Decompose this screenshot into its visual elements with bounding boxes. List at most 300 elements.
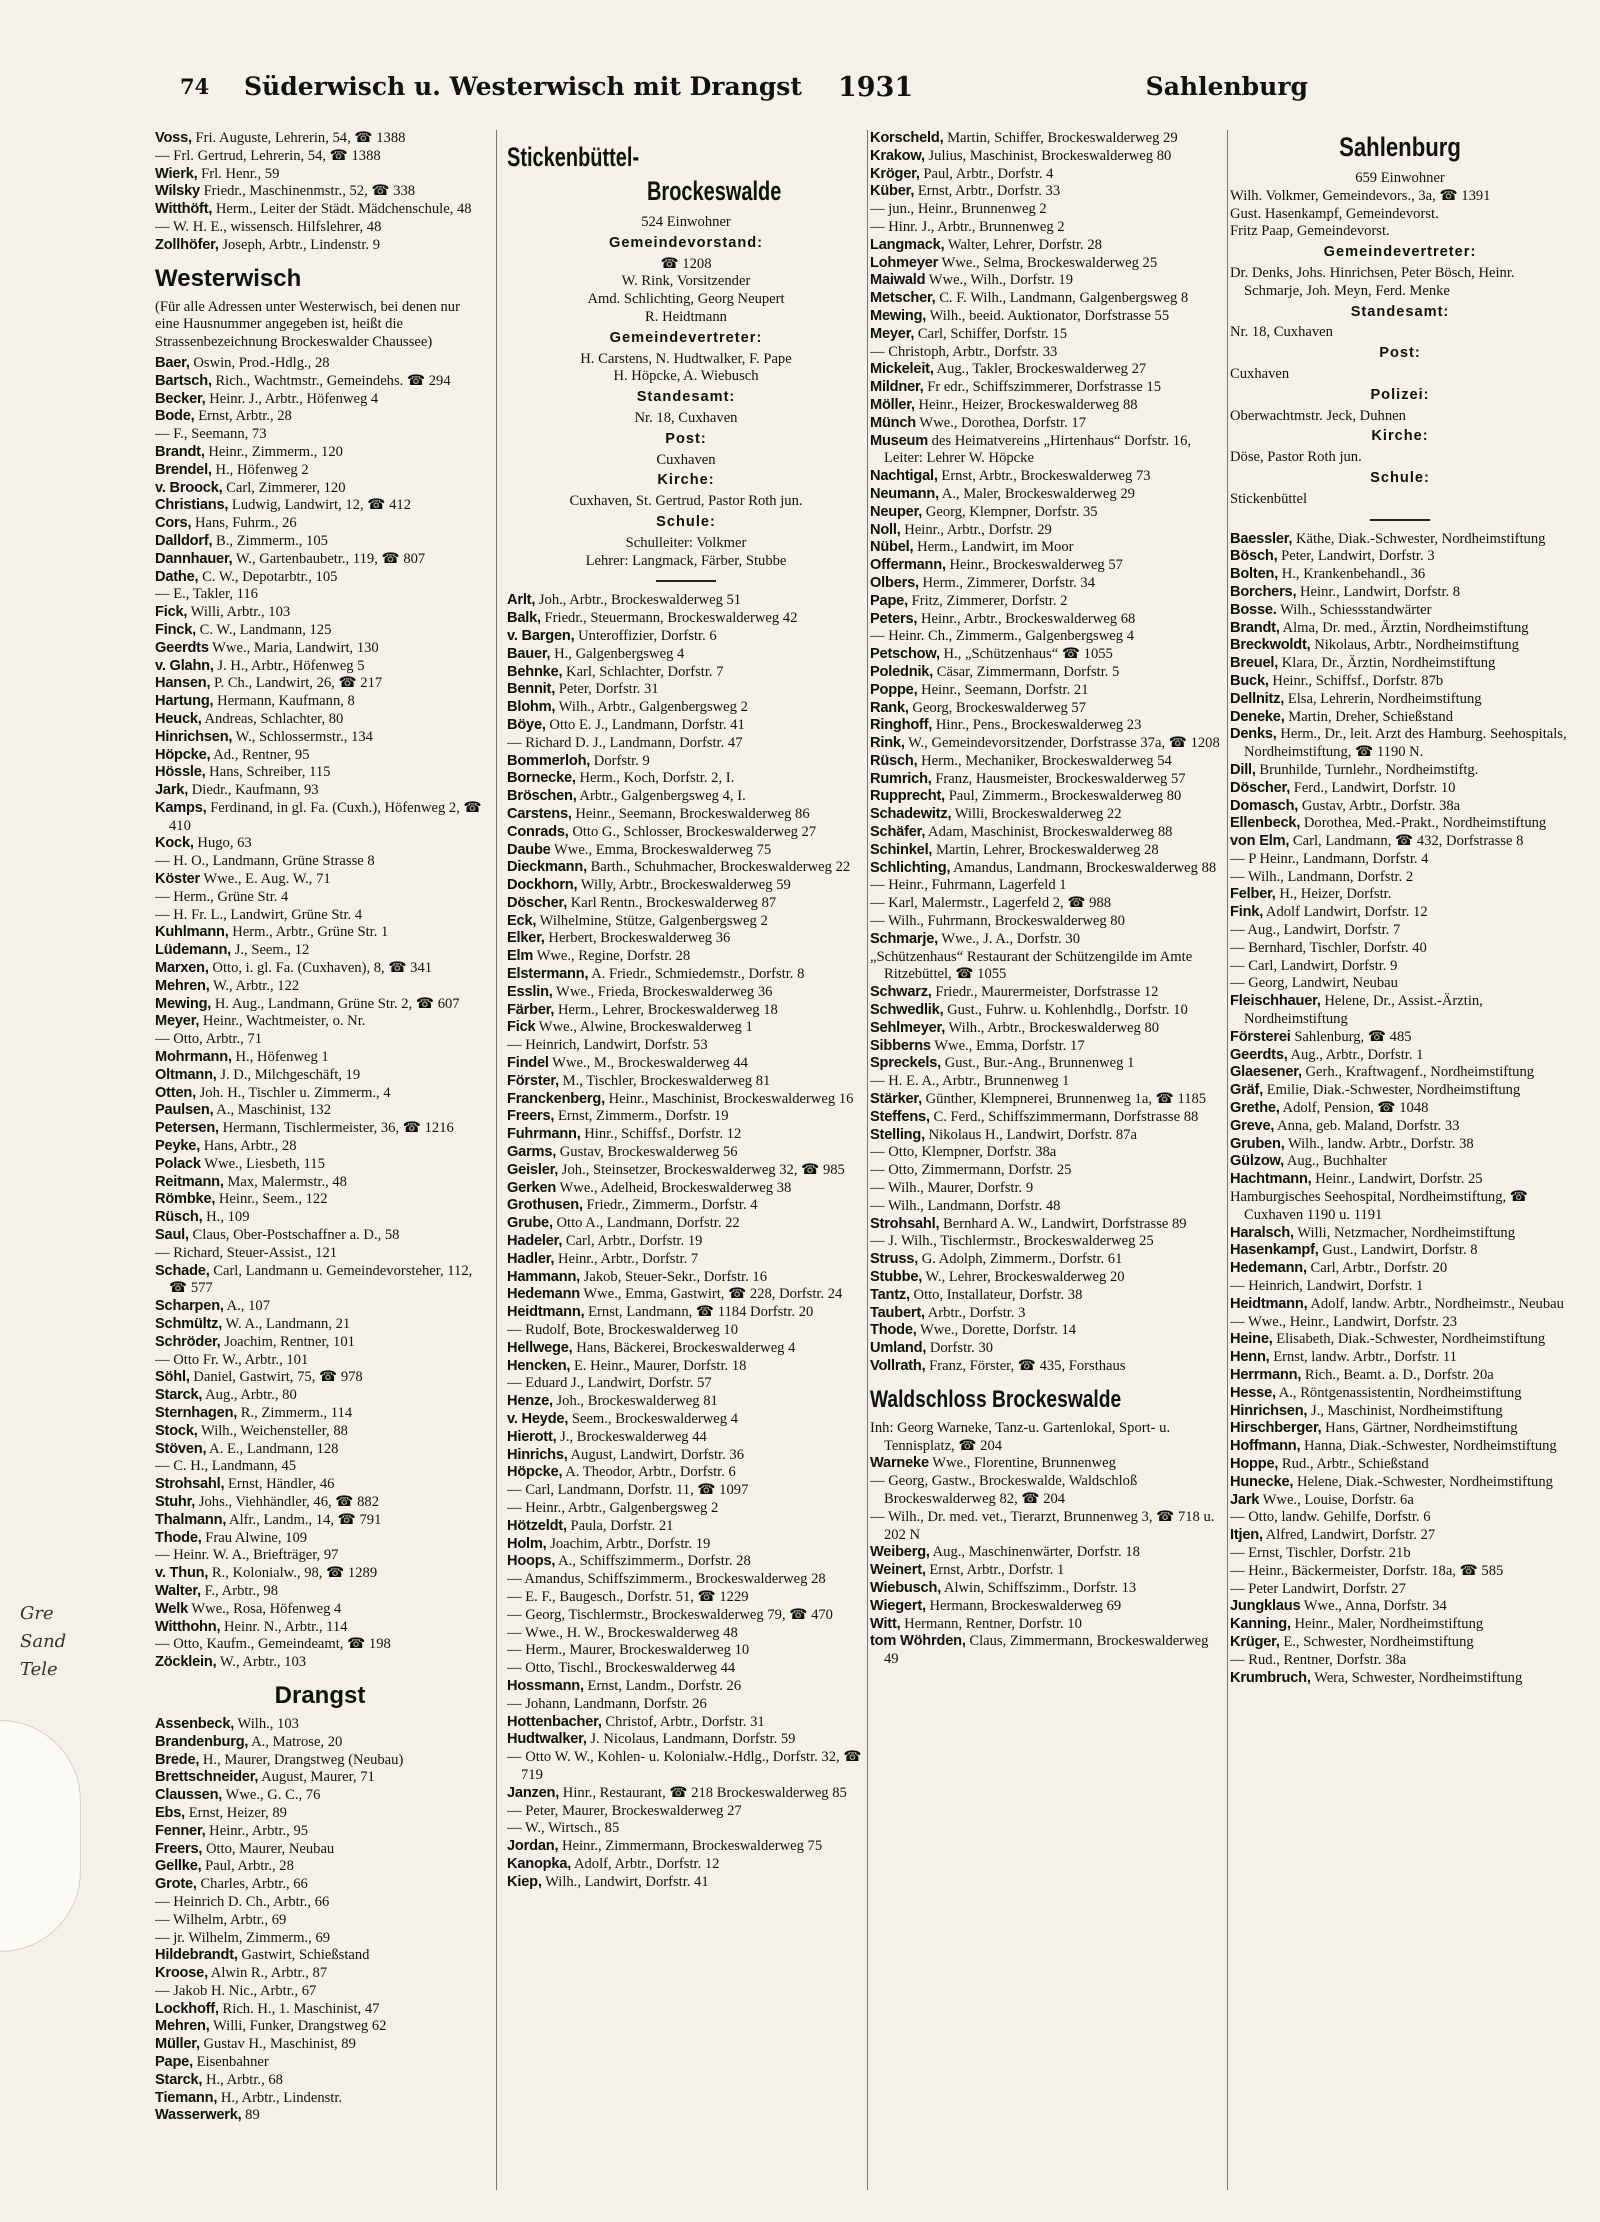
entry-name: Brede, bbox=[155, 1751, 200, 1768]
entry-name: Wasserwerk, bbox=[155, 2107, 242, 2124]
entry-details: Peter, Dorfstr. 31 bbox=[558, 681, 659, 698]
directory-entry bbox=[155, 2072, 485, 2090]
directory-entry bbox=[507, 1429, 865, 1447]
entry-name: Hottenbacher, bbox=[507, 1713, 602, 1730]
entry-details: Wwe., Emma, Brockeswalderweg 75 bbox=[554, 841, 772, 858]
entry-details: Wwe., Wilh., Dorfstr. 19 bbox=[928, 272, 1074, 289]
entry-name: Kröger, bbox=[870, 165, 920, 182]
directory-entry bbox=[155, 1823, 485, 1841]
entry-name: Marxen, bbox=[155, 960, 209, 977]
entry-details: Herm., Dr., leit. Arzt des Hamburg. Seehospitals, Nordheimstiftung, ☎ 1190 N. bbox=[1244, 726, 1567, 761]
column-3 bbox=[870, 130, 1226, 2190]
entry-name: Jordan, bbox=[507, 1838, 559, 1855]
directory-entry bbox=[155, 1263, 485, 1299]
entry-details: C. W., Landmann, 125 bbox=[199, 621, 332, 638]
entry-details: Willi, Arbtr., 103 bbox=[190, 604, 291, 621]
directory-entry bbox=[155, 693, 485, 711]
entry-details: — Wwe., Heinr., Landwirt, Dorfstr. 23 bbox=[1230, 1313, 1458, 1330]
entry-name: Hildebrandt, bbox=[155, 1947, 238, 1964]
entry-name: Döscher, bbox=[507, 894, 568, 911]
entry-name: Daube bbox=[507, 841, 551, 858]
entry-details: Heinr., Maler, Nordheimstiftung bbox=[1294, 1616, 1484, 1633]
directory-entry bbox=[507, 1731, 865, 1749]
entry-details: Ernst, Landmann, ☎ 1184 Dorfstr. 20 bbox=[588, 1304, 814, 1321]
directory-entry bbox=[507, 1055, 865, 1073]
directory-entry bbox=[870, 290, 1226, 308]
directory-entry bbox=[507, 664, 865, 682]
directory-entry bbox=[155, 1067, 485, 1085]
board-line: W. Rink, Vorsitzender bbox=[621, 273, 751, 290]
directory-entry bbox=[870, 628, 1226, 646]
entry-details: Carl, Landmann u. Gemeindevorsteher, 112, ☎ 577 bbox=[169, 1262, 473, 1297]
directory-entry bbox=[507, 1660, 865, 1678]
directory-entry bbox=[155, 1601, 485, 1619]
entry-list bbox=[507, 592, 865, 1891]
entry-name: Bolten, bbox=[1230, 566, 1279, 583]
entry-details: — Carl, Landmann, Dorfstr. 11, ☎ 1097 bbox=[507, 1482, 749, 1499]
entry-details: 89 bbox=[245, 2107, 260, 2124]
directory-entry bbox=[507, 1625, 865, 1643]
entry-name: Pape, bbox=[155, 2054, 193, 2071]
entry-details: — Heinr. Ch., Zimmerm., Galgenbergsweg 4 bbox=[870, 628, 1134, 645]
entry-details: — Jakob H. Nic., Arbtr., 67 bbox=[155, 1982, 317, 1999]
directory-entry bbox=[155, 1547, 485, 1565]
section-title-drangst: Drangst bbox=[274, 1681, 366, 1709]
entry-details: Willi, Brockeswalderweg 22 bbox=[954, 806, 1122, 823]
entry-details: Wilh., Arbtr., Galgenbergsweg 2 bbox=[558, 699, 748, 716]
directory-entry bbox=[507, 824, 865, 842]
entry-details: Martin, Lehrer, Brockeswalderweg 28 bbox=[935, 841, 1159, 858]
directory-entry bbox=[1230, 833, 1570, 851]
entry-name: Rupprecht, bbox=[870, 788, 946, 805]
margin-line: Gre bbox=[20, 1603, 54, 1624]
heading-registry: Standesamt: bbox=[636, 389, 736, 406]
directory-entry bbox=[155, 1716, 485, 1734]
entry-name: Hudtwalker, bbox=[507, 1731, 587, 1748]
entry-details: — Heinr., Fuhrmann, Lagerfeld 1 bbox=[870, 877, 1067, 894]
entry-name: Warneke bbox=[870, 1455, 929, 1472]
directory-entry bbox=[870, 949, 1226, 985]
heading-church: Kirche: bbox=[1371, 428, 1429, 445]
directory-entry bbox=[155, 497, 485, 515]
directory-entry bbox=[870, 557, 1226, 575]
separator bbox=[656, 580, 716, 582]
entry-name: Balk, bbox=[507, 610, 541, 627]
entry-details: Aug., Takler, Brockeswalderweg 27 bbox=[936, 361, 1147, 378]
directory-entry bbox=[155, 1441, 485, 1459]
directory-entry bbox=[507, 1251, 865, 1269]
entry-details: Ernst, Arbtr., Dorfstr. 33 bbox=[917, 183, 1061, 200]
directory-entry bbox=[507, 1340, 865, 1358]
directory-entry bbox=[155, 889, 485, 907]
entry-details: H., Arbtr., Lindenstr. bbox=[220, 2089, 343, 2106]
entry-name: Henn, bbox=[1230, 1349, 1270, 1366]
entry-details: C. W., Depotarbtr., 105 bbox=[202, 568, 338, 585]
entry-details: Wwe., Maria, Landwirt, 130 bbox=[212, 639, 379, 656]
entry-name: Witt, bbox=[870, 1615, 901, 1632]
entry-details: J., Maschinist, Nordheimstiftung bbox=[1310, 1402, 1503, 1419]
directory-entry bbox=[870, 717, 1226, 735]
directory-entry bbox=[1230, 1563, 1570, 1581]
entry-name: Polack bbox=[155, 1155, 201, 1172]
directory-entry bbox=[870, 860, 1226, 878]
entry-details: Martin, Dreher, Schießstand bbox=[1288, 708, 1453, 725]
directory-entry bbox=[870, 1109, 1226, 1127]
entry-details: Max, Malermstr., 48 bbox=[227, 1173, 347, 1190]
directory-entry bbox=[155, 2036, 485, 2054]
directory-entry bbox=[1230, 1349, 1570, 1367]
directory-entry bbox=[507, 628, 865, 646]
entry-details: Claus, Zimmermann, Brockeswalderweg 49 bbox=[884, 1633, 1209, 1668]
post-text: Cuxhaven bbox=[1230, 365, 1290, 382]
entry-details: Ferd., Landwirt, Dorfstr. 10 bbox=[1293, 779, 1456, 796]
entry-name: Schäfer, bbox=[870, 824, 926, 841]
entry-details: Wwe., G. C., 76 bbox=[225, 1787, 321, 1804]
entry-details: — Rud., Rentner, Dorfstr. 38a bbox=[1230, 1651, 1407, 1668]
entry-details: Willi, Funker, Drangstweg 62 bbox=[212, 2018, 387, 2035]
entry-details: Aug., Buchhalter bbox=[1286, 1153, 1387, 1170]
directory-entry bbox=[1230, 1278, 1570, 1296]
directory-entry bbox=[1230, 1367, 1570, 1385]
directory-entry bbox=[507, 1375, 865, 1393]
entry-details: H., Galgenbergsweg 4 bbox=[554, 645, 685, 662]
directory-entry bbox=[1230, 691, 1570, 709]
directory-entry bbox=[507, 913, 865, 931]
entry-name: Hasenkampf, bbox=[1230, 1242, 1319, 1259]
directory-entry bbox=[870, 1091, 1226, 1109]
entry-details: J. H., Arbtr., Höfenweg 5 bbox=[217, 657, 365, 674]
entry-details: — Christoph, Arbtr., Dorfstr. 33 bbox=[870, 343, 1058, 360]
directory-entry bbox=[870, 272, 1226, 290]
entry-details: Anna, geb. Maland, Dorfstr. 33 bbox=[1277, 1117, 1460, 1134]
entry-details: Rud., Arbtr., Schießstand bbox=[1281, 1455, 1429, 1472]
directory-entry bbox=[155, 1120, 485, 1138]
entry-details: Wilhelmine, Stütze, Galgenbergsweg 2 bbox=[539, 912, 768, 929]
board-line: Amd. Schlichting, Georg Neupert bbox=[587, 291, 785, 308]
entry-details: Wwe., Anna, Dorfstr. 34 bbox=[1303, 1598, 1447, 1615]
directory-entry bbox=[155, 2090, 485, 2108]
entry-name: Rüsch, bbox=[155, 1209, 203, 1226]
directory-entry bbox=[155, 729, 485, 747]
entry-name: Hötzeldt, bbox=[507, 1517, 567, 1534]
directory-entry bbox=[1230, 1100, 1570, 1118]
entry-details: — Otto, Tischl., Brockeswalderweg 44 bbox=[507, 1660, 736, 1677]
entry-details: — Heinrich, Landwirt, Dorfstr. 53 bbox=[507, 1037, 708, 1054]
directory-entry bbox=[155, 1654, 485, 1672]
entry-details: — Peter Landwirt, Dorfstr. 27 bbox=[1230, 1580, 1406, 1597]
directory-entry bbox=[155, 1227, 485, 1245]
entry-details: H., Arbtr., 68 bbox=[205, 2071, 283, 2088]
entry-details: Adolf, landw. Arbtr., Nordheimstr., Neubau bbox=[1310, 1295, 1564, 1312]
directory-entry bbox=[1230, 1545, 1570, 1563]
directory-entry bbox=[155, 924, 485, 942]
entry-details: — Karl, Malermstr., Lagerfeld 2, ☎ 988 bbox=[870, 895, 1112, 912]
entry-details: Johs., Viehhändler, 46, ☎ 882 bbox=[198, 1493, 380, 1510]
entry-details: Adolf, Pension, ☎ 1048 bbox=[1282, 1100, 1429, 1117]
entry-details: Dorfstr. 9 bbox=[593, 752, 650, 769]
entry-details: J., Seem., 12 bbox=[234, 942, 310, 959]
entry-name: Krakow, bbox=[870, 147, 925, 164]
entry-details: Franz, Förster, ☎ 435, Forsthaus bbox=[929, 1357, 1126, 1374]
entry-name: Felber, bbox=[1230, 886, 1276, 903]
entry-name: v. Broock, bbox=[155, 479, 223, 496]
directory-entry bbox=[870, 1127, 1226, 1145]
entry-details: Amandus, Landmann, Brockeswalderweg 88 bbox=[953, 859, 1217, 876]
directory-entry bbox=[507, 1678, 865, 1696]
entry-name: Färber, bbox=[507, 1001, 555, 1018]
directory-entry bbox=[155, 747, 485, 765]
directory-entry bbox=[155, 942, 485, 960]
directory-entry bbox=[507, 1322, 865, 1340]
entry-details: — Georg, Landwirt, Neubau bbox=[1230, 975, 1398, 992]
entry-details: Joachim, Rentner, 101 bbox=[224, 1333, 355, 1350]
entry-details: — Georg, Tischlermstr., Brockeswalderweg 79, ☎ 470 bbox=[507, 1606, 833, 1623]
directory-entry bbox=[870, 1002, 1226, 1020]
directory-entry bbox=[155, 1805, 485, 1823]
entry-name: Henze, bbox=[507, 1393, 553, 1410]
entry-details: Herbert, Brockeswalderweg 36 bbox=[548, 930, 731, 947]
entry-details: — Herm., Grüne Str. 4 bbox=[155, 888, 289, 905]
entry-name: Jungklaus bbox=[1230, 1598, 1301, 1615]
entry-name: Mewing, bbox=[155, 995, 212, 1012]
directory-entry bbox=[1230, 1189, 1570, 1225]
entry-details: Rich., Wachtmstr., Gemeindehs. ☎ 294 bbox=[215, 372, 451, 389]
entry-name: Becker, bbox=[155, 390, 206, 407]
entry-name: Schwedlik, bbox=[870, 1002, 944, 1019]
entry-name: Wiebusch, bbox=[870, 1579, 942, 1596]
entry-name: Hössle, bbox=[155, 764, 206, 781]
entry-name: Hansen, bbox=[155, 675, 211, 692]
entry-name: Brandt, bbox=[155, 443, 205, 460]
entry-details: Hugo, 63 bbox=[197, 835, 252, 852]
directory-entry bbox=[507, 1197, 865, 1215]
directory-entry bbox=[507, 1518, 865, 1536]
directory-entry bbox=[155, 1752, 485, 1770]
directory-entry bbox=[870, 1509, 1226, 1545]
directory-entry bbox=[155, 658, 485, 676]
entry-details: A., Maler, Brockeswalderweg 29 bbox=[941, 485, 1135, 502]
column-2 bbox=[507, 130, 865, 2190]
entry-name: Kanopka, bbox=[507, 1855, 572, 1872]
directory-entry bbox=[155, 219, 485, 237]
directory-entry bbox=[1230, 1403, 1570, 1421]
entry-name: Mehren, bbox=[155, 2018, 210, 2035]
directory-entry bbox=[1230, 1616, 1570, 1634]
directory-entry bbox=[155, 1734, 485, 1752]
directory-entry bbox=[507, 1108, 865, 1126]
entry-details: Alfred, Landwirt, Dorfstr. 27 bbox=[1265, 1527, 1436, 1544]
entry-name: Hachtmann, bbox=[1230, 1171, 1312, 1188]
entry-details: Otto G., Schlosser, Brockeswalderweg 27 bbox=[572, 823, 817, 840]
entry-details: Julius, Maschinist, Brockeswalderweg 80 bbox=[928, 147, 1172, 164]
entry-name: Hellwege, bbox=[507, 1339, 573, 1356]
directory-entry bbox=[870, 379, 1226, 397]
directory-entry bbox=[1230, 1136, 1570, 1154]
entry-name: Hesse, bbox=[1230, 1384, 1276, 1401]
entry-name: Römbke, bbox=[155, 1191, 216, 1208]
entry-details: Joh., Brockeswalderweg 81 bbox=[556, 1393, 718, 1410]
directory-entry bbox=[1230, 602, 1570, 620]
entry-details: J. D., Milchgeschäft, 19 bbox=[220, 1066, 361, 1083]
directory-entry bbox=[507, 681, 865, 699]
entry-name: Hunecke, bbox=[1230, 1473, 1294, 1490]
church-text: Döse, Pastor Roth jun. bbox=[1230, 449, 1362, 466]
entry-name: Voss, bbox=[155, 130, 192, 146]
directory-entry bbox=[870, 1580, 1226, 1598]
entry-details: M., Tischler, Brockeswalderweg 81 bbox=[562, 1072, 771, 1089]
entry-name: Heidtmann, bbox=[1230, 1295, 1308, 1312]
directory-entry bbox=[1230, 1527, 1570, 1545]
entry-list bbox=[1230, 531, 1570, 1688]
entry-details: — Herm., Maurer, Brockeswalderweg 10 bbox=[507, 1642, 750, 1659]
directory-entry bbox=[507, 859, 865, 877]
population: 659 Einwohner bbox=[1355, 170, 1445, 186]
directory-entry bbox=[155, 622, 485, 640]
entry-details: Gust., Fuhrw. u. Kohlenhdlg., Dorfstr. 10 bbox=[947, 1002, 1188, 1019]
directory-entry bbox=[507, 1696, 865, 1714]
entry-details: Eisenbahner bbox=[196, 2054, 269, 2071]
entry-details: Heinr., Arbtr., Brockeswalderweg 68 bbox=[920, 610, 1136, 627]
entry-name: Glaesener, bbox=[1230, 1064, 1302, 1081]
directory-entry bbox=[155, 1174, 485, 1192]
registry-text: Nr. 18, Cuxhaven bbox=[634, 409, 738, 426]
entry-name: Müller, bbox=[155, 2036, 200, 2053]
entry-details: Alma, Dr. med., Ärztin, Nordheimstiftung bbox=[1282, 619, 1529, 636]
entry-details: Ernst, Händler, 46 bbox=[228, 1476, 335, 1493]
entry-name: Scharpen, bbox=[155, 1298, 224, 1315]
entry-details: Helene, Diak.-Schwester, Nordheimstiftung bbox=[1296, 1473, 1553, 1490]
directory-entry bbox=[507, 1091, 865, 1109]
directory-entry bbox=[507, 1304, 865, 1322]
entry-details: Aug., Maschinenwärter, Dorfstr. 18 bbox=[932, 1544, 1140, 1561]
entry-name: Sternhagen, bbox=[155, 1404, 238, 1421]
entry-details: Martin, Schiffer, Brockeswalderweg 29 bbox=[947, 130, 1178, 146]
directory-entry bbox=[1230, 1082, 1570, 1100]
directory-entry bbox=[870, 1216, 1226, 1234]
directory-entry bbox=[155, 148, 485, 166]
directory-entry bbox=[870, 326, 1226, 344]
directory-entry bbox=[1230, 762, 1570, 780]
entry-name: Dathe, bbox=[155, 568, 199, 585]
entry-details: Hans, Arbtr., 28 bbox=[203, 1138, 297, 1155]
entry-name: Söhl, bbox=[155, 1369, 190, 1386]
entry-details: Heinr. N., Arbtr., 114 bbox=[224, 1618, 348, 1635]
directory-entry bbox=[507, 1126, 865, 1144]
entry-name: Bommerloh, bbox=[507, 752, 591, 769]
entry-details: Herm., Koch, Dorfstr. 2, I. bbox=[579, 770, 735, 787]
entry-details: — Frl. Gertrud, Lehrerin, 54, ☎ 1388 bbox=[155, 147, 381, 164]
directory-entry bbox=[155, 1423, 485, 1441]
heading-police: Polizei: bbox=[1370, 386, 1430, 403]
directory-entry bbox=[870, 1269, 1226, 1287]
entry-name: Försterei bbox=[1230, 1028, 1291, 1045]
directory-entry bbox=[870, 255, 1226, 273]
directory-entry bbox=[870, 308, 1226, 326]
directory-entry bbox=[870, 130, 1226, 148]
entry-details: Brunhilde, Turnlehr., Nordheimstiftg. bbox=[1259, 761, 1479, 778]
entry-name: Stelling, bbox=[870, 1126, 925, 1143]
entry-details: Hermann, Brockeswalderweg 69 bbox=[929, 1597, 1122, 1614]
entry-name: Hedemann, bbox=[1230, 1260, 1307, 1277]
entry-details: Alfr., Landm., 14, ☎ 791 bbox=[229, 1511, 382, 1528]
entry-details: — Rudolf, Bote, Brockeswalderweg 10 bbox=[507, 1322, 739, 1339]
directory-entry bbox=[155, 1565, 485, 1583]
entry-details: Ernst, Heizer, 89 bbox=[188, 1804, 287, 1821]
entry-details: — Otto Fr. W., Arbtr., 101 bbox=[155, 1351, 309, 1368]
entry-name: Starck, bbox=[155, 1387, 203, 1404]
directory-entry bbox=[507, 592, 865, 610]
entry-name: Itjen, bbox=[1230, 1527, 1263, 1544]
directory-entry bbox=[870, 664, 1226, 682]
directory-entry bbox=[507, 1589, 865, 1607]
directory-entry bbox=[1230, 1242, 1570, 1260]
directory-entry bbox=[1230, 1171, 1570, 1189]
entry-name: Reitmann, bbox=[155, 1173, 224, 1190]
directory-entry bbox=[1230, 975, 1570, 993]
entry-details: W., Gartenbaubetr., 119, ☎ 807 bbox=[235, 550, 426, 567]
directory-entry bbox=[155, 604, 485, 622]
entry-details: Wwe., Rosa, Höfenweg 4 bbox=[191, 1600, 342, 1617]
directory-entry bbox=[870, 611, 1226, 629]
entry-name: Korscheld, bbox=[870, 130, 944, 146]
directory-entry bbox=[1230, 1420, 1570, 1438]
entry-details: P. Ch., Landwirt, 26, ☎ 217 bbox=[214, 675, 383, 692]
directory-entry bbox=[1230, 904, 1570, 922]
directory-entry bbox=[155, 1405, 485, 1423]
page-title: Süderwisch u. Westerwisch mit Drangst bbox=[244, 72, 802, 101]
directory-entry bbox=[1230, 993, 1570, 1029]
directory-entry bbox=[1230, 1509, 1570, 1527]
entry-name: Polednik, bbox=[870, 663, 934, 680]
entry-details: Fritz, Zimmerer, Dorfstr. 2 bbox=[911, 592, 1068, 609]
directory-entry bbox=[155, 1031, 485, 1049]
directory-entry bbox=[870, 1455, 1226, 1473]
entry-details: Gustav, Brockeswalderweg 56 bbox=[559, 1144, 738, 1161]
entry-name: Fleischhauer, bbox=[1230, 993, 1321, 1010]
entry-details: Aug., Arbtr., Dorfstr. 1 bbox=[1290, 1046, 1424, 1063]
directory-entry bbox=[870, 575, 1226, 593]
entry-details: Andreas, Schlachter, 80 bbox=[204, 710, 344, 727]
directory-entry bbox=[155, 355, 485, 373]
directory-entry bbox=[155, 480, 485, 498]
directory-entry bbox=[155, 1912, 485, 1930]
entry-name: Garms, bbox=[507, 1144, 557, 1161]
entry-details: — Wwe., H. W., Brockeswalderweg 48 bbox=[507, 1624, 738, 1641]
directory-entry bbox=[155, 1013, 485, 1031]
entry-details: — E. F., Baugesch., Dorfstr. 51, ☎ 1229 bbox=[507, 1588, 749, 1605]
entry-name: Döscher, bbox=[1230, 779, 1291, 796]
entry-details: Herm., Arbtr., Grüne Str. 1 bbox=[232, 924, 389, 941]
directory-entry bbox=[1230, 1118, 1570, 1136]
directory-entry bbox=[155, 2018, 485, 2036]
directory-entry bbox=[870, 700, 1226, 718]
directory-entry bbox=[870, 1322, 1226, 1340]
directory-entry bbox=[1230, 1225, 1570, 1243]
entry-name: Welk bbox=[155, 1600, 188, 1617]
entry-details: Ernst, Landm., Dorfstr. 26 bbox=[587, 1677, 742, 1694]
entry-details: Nikolaus H., Landwirt, Dorfstr. 87a bbox=[928, 1126, 1137, 1143]
margin-line: Tele bbox=[20, 1659, 58, 1680]
directory-entry bbox=[155, 1138, 485, 1156]
entry-details: Wilh., Schiessstandwärter bbox=[1280, 601, 1432, 618]
entry-details: — jr. Wilhelm, Zimmerm., 69 bbox=[155, 1929, 331, 1946]
directory-entry bbox=[507, 1019, 865, 1037]
directory-entry bbox=[870, 148, 1226, 166]
directory-entry bbox=[870, 877, 1226, 895]
entry-details: A., 107 bbox=[226, 1298, 270, 1315]
directory-entry bbox=[155, 391, 485, 409]
directory-entry bbox=[155, 166, 485, 184]
